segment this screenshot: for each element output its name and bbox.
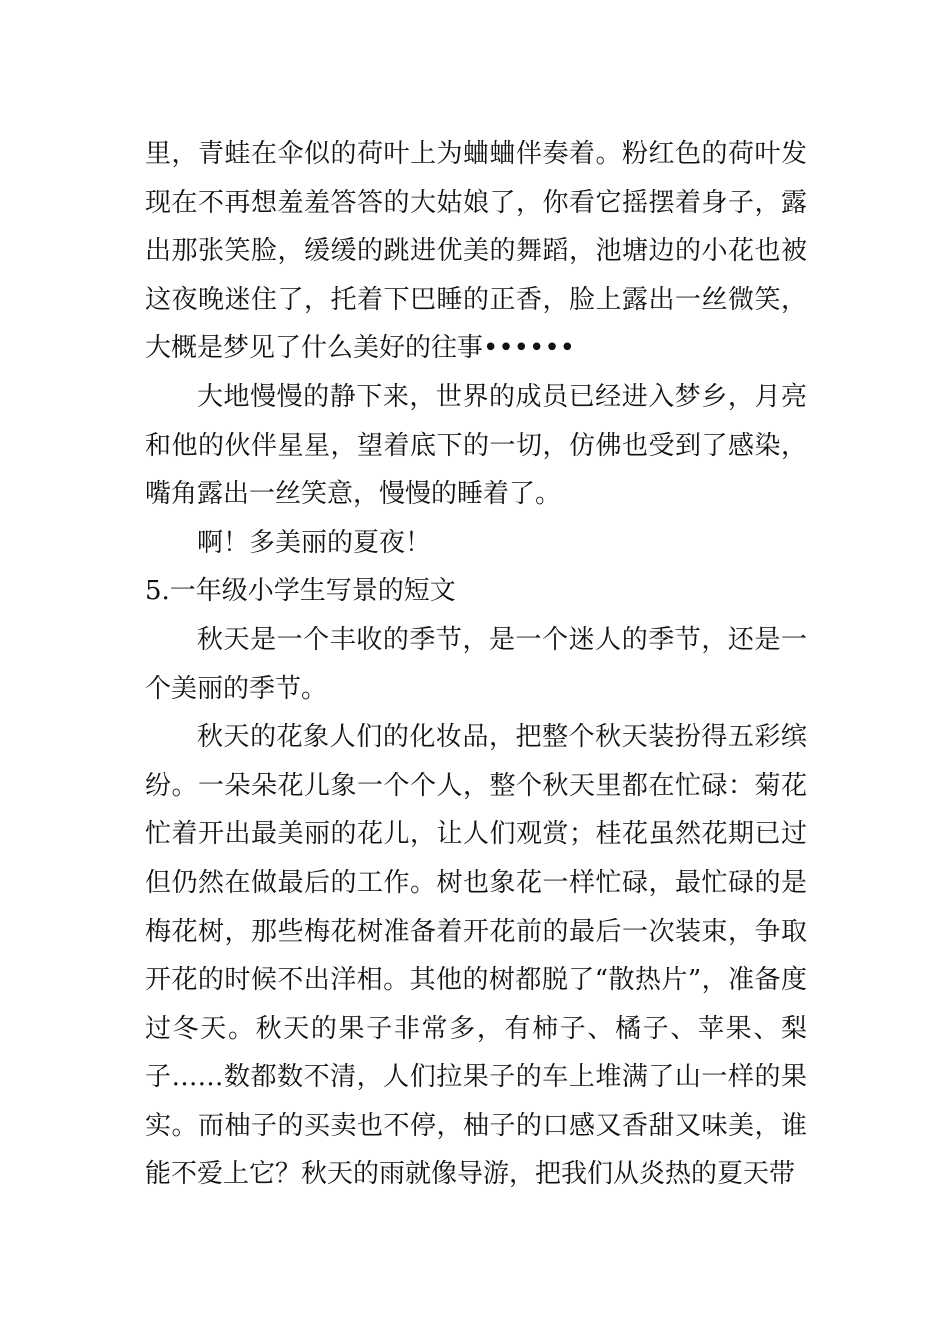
paragraph: 啊！多美丽的夏夜！	[197, 527, 432, 558]
paragraph-continued: 里，青蛙在伞似的荷叶上为蛐蛐伴奏着。粉红色的荷叶发现在不再想羞羞答答的大姑娘了，你看它摇摆着身子，露出那张笑脸，缓缓的跳进优美的舞蹈，池塘边的小花也被这夜晚迷住了，托着下巴睡的正香，脸上露出一丝微笑，大概是梦见了什么美好的往事••••••	[145, 139, 807, 364]
section-heading: 5.一年级小学生写景的短文	[145, 576, 456, 607]
paragraph: 秋天的花象人们的化妆品，把整个秋天装扮得五彩缤纷。一朵朵花儿象一个个人，整个秋天里都在忙碌：菊花忙着开出最美丽的花儿，让人们观赏；桂花虽然花期已过但仍然在做最后的工作。树也象花一样忙碌，最忙碌的是梅花树，那些梅花树准备着开花前的最后一次装束，争取开花的时候不出洋相。其他的树都脱了“散热片”，准备度过冬天。秋天的果子非常多，有柿子、橘子、苹果、梨子……数都数不清，人们拉果子的车上堆满了山一样的果实。而柚子的买卖也不停，柚子的口感又香甜又味美，谁能不爱上它？秋天的雨就像导游，把我们从炎热的夏天带	[145, 722, 807, 1190]
body-text	[145, 130, 807, 1199]
paragraph: 秋天是一个丰收的季节，是一个迷人的季节，还是一个美丽的季节。	[145, 624, 807, 704]
paragraph: 大地慢慢的静下来，世界的成员已经进入梦乡，月亮和他的伙伴星星，望着底下的一切，仿佛也受到了感染，嘴角露出一丝笑意，慢慢的睡着了。	[145, 381, 807, 510]
